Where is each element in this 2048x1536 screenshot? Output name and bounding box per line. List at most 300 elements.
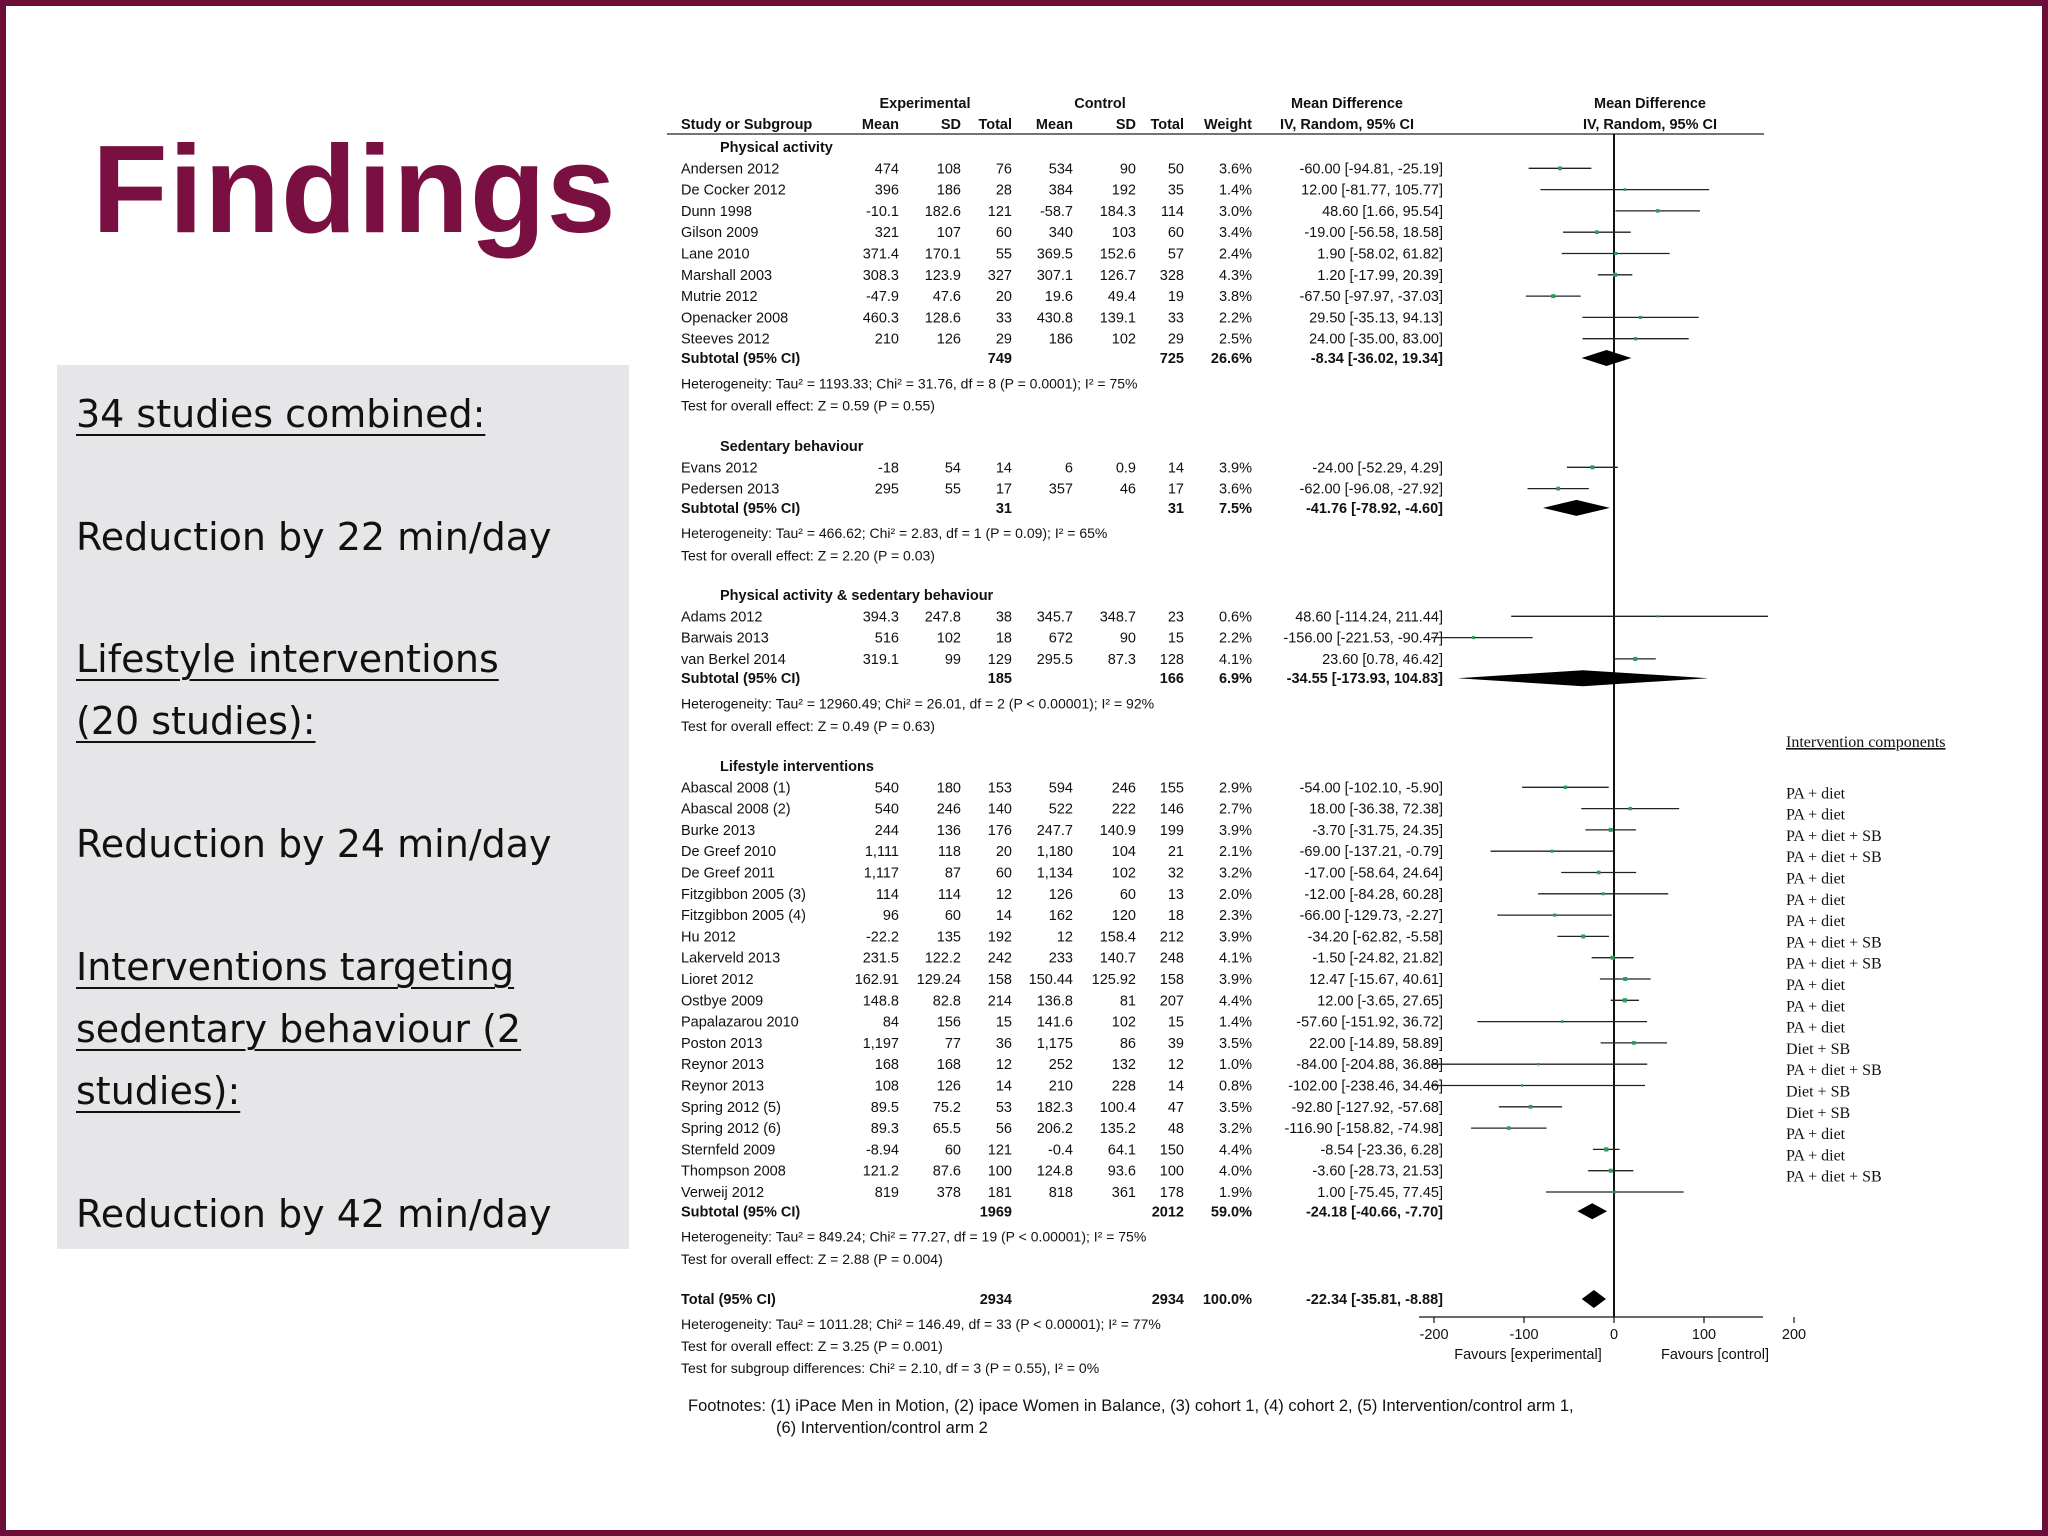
group-2-study-2-point <box>1556 487 1560 491</box>
group-1-study-9-exp-total: 29 <box>995 331 1012 348</box>
group-1-subtotal-ctrl-total: 725 <box>1159 351 1184 367</box>
group-1-study-6-exp-sd: 123.9 <box>924 267 961 284</box>
group-4-study-4-ctrl-mean: 1,180 <box>1036 844 1073 861</box>
group-4-study-20-ctrl-total: 178 <box>1159 1185 1184 1201</box>
group-4-study-15-ctrl-mean: 210 <box>1048 1078 1073 1095</box>
group-4-study-11-point <box>1623 998 1627 1002</box>
group-1-study-4-exp-sd: 107 <box>936 225 961 242</box>
group-4-study-7-point <box>1553 914 1556 917</box>
group-4-study-14-weight: 1.0% <box>1218 1057 1252 1074</box>
group-4-study-8-ci: -34.20 [-62.82, -5.58] <box>1307 929 1443 946</box>
group-4-study-10-exp-sd: 129.24 <box>916 972 961 988</box>
group-4-study-10-ctrl-sd: 125.92 <box>1091 972 1136 988</box>
group-4-study-9-ci: -1.50 [-24.82, 21.82] <box>1312 950 1443 967</box>
group-4-study-6-ctrl-total: 13 <box>1167 886 1184 903</box>
group-1-study-7-exp-mean: -47.9 <box>865 289 899 306</box>
summary-heading-lifestyle-2: (20 studies): <box>76 699 316 743</box>
group-1-study-5-point <box>1614 252 1617 255</box>
group-4-study-9-exp-mean: 231.5 <box>862 950 899 967</box>
group-4-study-1-weight: 2.9% <box>1218 780 1252 797</box>
group-2-study-1-ctrl-sd: 0.9 <box>1115 460 1136 477</box>
group-1-study-7-ci: -67.50 [-97.97, -37.03] <box>1299 289 1443 306</box>
summary-heading-sedentary-2: sedentary behaviour (2 <box>76 1007 522 1051</box>
group-4-study-13-exp-sd: 77 <box>944 1035 961 1052</box>
summary-heading-all: 34 studies combined: <box>76 392 486 436</box>
group-4-study-14-label: Reynor 2013 <box>681 1057 765 1074</box>
group-4-study-18-exp-mean: -8.94 <box>865 1142 899 1159</box>
group-1-study-6-exp-mean: 308.3 <box>862 267 899 284</box>
group-4-study-1-point <box>1564 786 1567 789</box>
weight-header: Weight <box>1203 117 1252 133</box>
group-1-study-9-ctrl-sd: 102 <box>1111 331 1136 348</box>
group-2-study-2-ctrl-mean: 357 <box>1048 481 1073 498</box>
group-4-subtotal-exp-total: 1969 <box>979 1204 1012 1221</box>
group-3-heading: Physical activity & sedentary behaviour <box>720 588 994 604</box>
group-3-study-2-ctrl-sd: 90 <box>1119 630 1136 647</box>
group-1-heading: Physical activity <box>720 140 833 156</box>
group-1-study-4-ctrl-total: 60 <box>1167 225 1184 242</box>
group-4-study-9-ctrl-total: 248 <box>1159 950 1184 967</box>
group-3-subtotal-exp-total: 185 <box>987 671 1012 688</box>
summary-result-lifestyle: Reduction by 24 min/day <box>76 822 552 866</box>
group-4-study-1-label: Abascal 2008 (1) <box>681 780 791 797</box>
mean-difference-header: Mean Difference <box>1290 96 1404 112</box>
group-4-study-10-exp-total: 158 <box>987 972 1012 988</box>
group-4-study-12-ctrl-mean: 141.6 <box>1036 1014 1073 1031</box>
group-1-study-4-weight: 3.4% <box>1218 225 1252 242</box>
summary-result-all: Reduction by 22 min/day <box>76 515 552 559</box>
total-exp-total: 2934 <box>979 1292 1012 1308</box>
plot-ci-header: IV, Random, 95% CI <box>1582 117 1718 133</box>
group-3-study-1-weight: 0.6% <box>1218 609 1252 626</box>
group-4-study-5-ctrl-sd: 102 <box>1111 865 1136 882</box>
group-2-study-1-ctrl-total: 14 <box>1167 460 1184 477</box>
group-3-study-1-label: Adams 2012 <box>681 609 763 626</box>
group-4-overall-effect: Test for overall effect: Z = 2.88 (P = 0.004) <box>681 1250 943 1267</box>
group-2-subtotal-ctrl-total: 31 <box>1167 500 1184 517</box>
group-4-study-9-exp-total: 242 <box>987 950 1012 967</box>
group-2-study-2-ctrl-sd: 46 <box>1119 481 1136 498</box>
total-ci: -22.34 [-35.81, -8.88] <box>1305 1292 1443 1308</box>
group-4-study-5-weight: 3.2% <box>1218 865 1252 882</box>
group-4-study-15-ctrl-sd: 228 <box>1111 1078 1136 1095</box>
group-4-study-18-weight: 4.4% <box>1218 1142 1252 1159</box>
total-diamond <box>1582 1290 1606 1308</box>
group-4-study-4-ci: -69.00 [-137.21, -0.79] <box>1299 844 1443 861</box>
group-2-study-1-exp-sd: 54 <box>944 460 961 477</box>
group-4-study-19-ctrl-total: 100 <box>1159 1163 1184 1180</box>
group-1-study-2-ctrl-sd: 192 <box>1111 182 1136 199</box>
x-tick-label-2: -100 <box>1509 1327 1539 1343</box>
group-1-heterogeneity: Heterogeneity: Tau² = 1193.33; Chi² = 31.76, df = 8 (P = 0.0001); I² = 75% <box>681 375 1138 392</box>
group-4-study-17-ctrl-mean: 206.2 <box>1036 1121 1073 1138</box>
group-4-study-17-exp-total: 56 <box>995 1121 1012 1138</box>
group-1-study-7-ctrl-mean: 19.6 <box>1044 289 1073 306</box>
group-4-study-18-point <box>1604 1147 1608 1151</box>
group-1-study-9-exp-mean: 210 <box>874 331 899 348</box>
group-1-study-1-ctrl-total: 50 <box>1167 161 1184 178</box>
group-4-study-1-exp-mean: 540 <box>874 780 899 797</box>
group-1-study-4-ci: -19.00 [-56.58, 18.58] <box>1304 225 1443 242</box>
group-1-study-2-exp-sd: 186 <box>936 182 961 199</box>
group-4-study-20-exp-mean: 819 <box>874 1185 899 1201</box>
group-4-study-3-point <box>1609 828 1613 832</box>
group-4-study-16-ctrl-total: 47 <box>1167 1099 1184 1116</box>
group-4-study-5-ci: -17.00 [-58.64, 24.64] <box>1304 865 1443 882</box>
group-1-study-4-ctrl-mean: 340 <box>1048 225 1073 242</box>
group-2-study-2-ctrl-total: 17 <box>1167 481 1184 498</box>
group-4-component-9: PA + diet + SB <box>1786 955 1882 973</box>
group-1-study-1-exp-sd: 108 <box>936 161 961 178</box>
group-4-study-11-exp-mean: 148.8 <box>862 993 899 1010</box>
group-1-study-8-ctrl-mean: 430.8 <box>1036 310 1073 327</box>
group-3-subtotal-ci: -34.55 [-173.93, 104.83] <box>1286 671 1443 688</box>
group-4-study-5-exp-total: 60 <box>995 865 1012 882</box>
group-4-study-16-weight: 3.5% <box>1218 1099 1252 1116</box>
group-4-study-19-weight: 4.0% <box>1218 1163 1252 1180</box>
group-4-study-16-ctrl-mean: 182.3 <box>1036 1099 1073 1116</box>
group-1-study-5-exp-total: 55 <box>995 246 1012 263</box>
group-3-study-1-exp-total: 38 <box>995 609 1012 626</box>
group-4-study-2-ctrl-mean: 522 <box>1048 801 1073 818</box>
group-4-study-1-ctrl-total: 155 <box>1159 780 1184 797</box>
group-1-subtotal-weight: 26.6% <box>1210 351 1252 367</box>
group-1-study-7-exp-sd: 47.6 <box>932 289 961 306</box>
group-4-study-1-exp-total: 153 <box>987 780 1012 797</box>
group-4-study-18-ctrl-mean: -0.4 <box>1048 1142 1073 1159</box>
group-4-study-10-weight: 3.9% <box>1218 972 1252 988</box>
group-4-study-8-ctrl-mean: 12 <box>1056 929 1073 946</box>
group-3-subtotal-diamond <box>1457 670 1708 686</box>
group-4-study-10-point <box>1623 977 1627 981</box>
experimental-header: Experimental <box>879 96 971 112</box>
group-4-study-10-ctrl-total: 158 <box>1159 972 1184 988</box>
group-4-study-20-weight: 1.9% <box>1218 1185 1252 1201</box>
group-4-study-19-ctrl-mean: 124.8 <box>1036 1163 1073 1180</box>
group-1-study-8-ci: 29.50 [-35.13, 94.13] <box>1309 310 1443 327</box>
group-4-component-12: PA + diet <box>1786 1019 1846 1037</box>
group-4-study-9-exp-sd: 122.2 <box>924 950 961 967</box>
total-label: Total (95% CI) <box>681 1292 776 1308</box>
group-3-study-1-ctrl-mean: 345.7 <box>1036 609 1073 626</box>
group-4-study-17-exp-mean: 89.3 <box>870 1121 899 1138</box>
group-4-study-9-weight: 4.1% <box>1218 950 1252 967</box>
group-4-study-19-ctrl-sd: 93.6 <box>1107 1163 1136 1180</box>
group-4-study-6-label: Fitzgibbon 2005 (3) <box>681 886 806 903</box>
group-1-study-4-point <box>1595 230 1599 234</box>
group-4-study-6-point <box>1602 892 1605 895</box>
group-4-study-3-ctrl-mean: 247.7 <box>1036 822 1073 839</box>
group-2-study-2-label: Pedersen 2013 <box>681 481 780 498</box>
group-4-study-4-exp-total: 20 <box>995 844 1012 861</box>
group-4-study-11-weight: 4.4% <box>1218 993 1252 1010</box>
group-1-study-7-exp-total: 20 <box>995 289 1012 306</box>
group-4-study-4-exp-sd: 118 <box>937 844 961 861</box>
group-4-component-1: PA + diet <box>1786 785 1846 803</box>
group-3-study-1-exp-sd: 247.8 <box>924 609 961 626</box>
group-3-study-2-exp-total: 18 <box>995 630 1012 647</box>
group-1-study-7-label: Mutrie 2012 <box>681 289 758 306</box>
group-4-study-18-exp-sd: 60 <box>944 1142 961 1159</box>
group-3-study-3-ctrl-total: 128 <box>1159 651 1184 668</box>
group-4-study-7-exp-total: 14 <box>995 908 1012 925</box>
group-4-study-17-ctrl-total: 48 <box>1167 1121 1184 1138</box>
group-4-study-20-ctrl-sd: 361 <box>1111 1185 1136 1201</box>
group-4-study-7-ctrl-total: 18 <box>1167 908 1184 925</box>
group-1-study-8-ctrl-total: 33 <box>1167 310 1184 327</box>
group-1-study-8-label: Openacker 2008 <box>681 310 789 327</box>
group-4-study-17-weight: 3.2% <box>1218 1121 1252 1138</box>
group-2-study-1-weight: 3.9% <box>1218 460 1252 477</box>
group-4-study-14-exp-total: 12 <box>995 1057 1012 1074</box>
group-4-study-7-ci: -66.00 [-129.73, -2.27] <box>1299 908 1443 925</box>
group-4-study-2-ci: 18.00 [-36.38, 72.38] <box>1309 801 1443 818</box>
group-1-study-6-ctrl-sd: 126.7 <box>1099 267 1136 284</box>
group-4-study-13-exp-total: 36 <box>995 1035 1012 1052</box>
summary-heading-sedentary-3: studies): <box>76 1069 241 1113</box>
group-1-study-2-exp-total: 28 <box>995 182 1012 199</box>
group-4-study-19-ci: -3.60 [-28.73, 21.53] <box>1312 1163 1443 1180</box>
group-2-subtotal-exp-total: 31 <box>995 500 1012 517</box>
group-2-study-2-exp-total: 17 <box>995 481 1012 498</box>
group-1-study-6-ctrl-total: 328 <box>1159 267 1184 284</box>
group-4-study-8-exp-sd: 135 <box>936 929 961 946</box>
group-4-study-16-exp-mean: 89.5 <box>870 1099 899 1116</box>
group-4-study-18-label: Sternfeld 2009 <box>681 1142 776 1159</box>
group-1-study-7-point <box>1551 294 1555 298</box>
group-4-study-6-ctrl-mean: 126 <box>1048 886 1073 903</box>
group-1-study-8-point <box>1639 316 1642 319</box>
group-4-study-2-ctrl-sd: 222 <box>1111 801 1136 818</box>
x-tick-label-5: 200 <box>1781 1327 1807 1343</box>
group-3-study-2-point <box>1472 636 1475 639</box>
group-1-study-5-ci: 1.90 [-58.02, 61.82] <box>1317 246 1443 263</box>
group-4-study-19-point <box>1609 1169 1613 1173</box>
group-4-study-17-ci: -116.90 [-158.82, -74.98] <box>1284 1121 1443 1138</box>
group-4-component-19: PA + diet + SB <box>1786 1168 1882 1186</box>
group-4-study-3-label: Burke 2013 <box>681 822 756 839</box>
group-1-study-7-ctrl-sd: 49.4 <box>1107 289 1136 306</box>
group-1-study-8-exp-total: 33 <box>995 310 1012 327</box>
group-3-study-3-ci: 23.60 [0.78, 46.42] <box>1322 651 1443 668</box>
group-4-component-15: Diet + SB <box>1786 1083 1851 1101</box>
components-header: Intervention components <box>1786 734 1946 751</box>
group-4-subtotal-label: Subtotal (95% CI) <box>681 1204 801 1221</box>
group-4-study-13-exp-mean: 1,197 <box>862 1035 899 1052</box>
group-1-study-9-exp-sd: 126 <box>936 331 961 348</box>
group-4-study-19-exp-sd: 87.6 <box>932 1163 961 1180</box>
group-2-subtotal-ci: -41.76 [-78.92, -4.60] <box>1305 500 1443 517</box>
group-1-study-5-ctrl-total: 57 <box>1167 246 1184 263</box>
group-1-study-6-label: Marshall 2003 <box>681 267 773 284</box>
group-4-study-15-exp-sd: 126 <box>936 1078 961 1095</box>
group-3-study-2-label: Barwais 2013 <box>681 630 769 647</box>
group-1-study-3-exp-total: 121 <box>987 203 1012 220</box>
group-1-study-7-weight: 3.8% <box>1218 289 1252 306</box>
group-3-study-2-exp-mean: 516 <box>874 630 899 647</box>
group-4-study-15-weight: 0.8% <box>1218 1078 1252 1095</box>
group-4-study-4-weight: 2.1% <box>1218 844 1252 861</box>
group-4-study-3-ctrl-total: 199 <box>1159 822 1184 839</box>
group-2-study-2-weight: 3.6% <box>1218 481 1252 498</box>
group-3-study-3-exp-mean: 319.1 <box>862 651 899 668</box>
group-4-study-14-ctrl-mean: 252 <box>1048 1057 1073 1074</box>
group-4-study-12-ctrl-total: 15 <box>1167 1014 1184 1031</box>
group-4-study-2-exp-mean: 540 <box>874 801 899 818</box>
group-4-study-1-exp-sd: 180 <box>936 780 961 797</box>
group-4-study-9-ctrl-mean: 233 <box>1048 950 1073 967</box>
group-4-study-6-weight: 2.0% <box>1218 886 1252 903</box>
group-4-study-15-ctrl-total: 14 <box>1167 1078 1184 1095</box>
group-4-study-11-ci: 12.00 [-3.65, 27.65] <box>1317 993 1443 1010</box>
group-1-study-3-exp-sd: 182.6 <box>924 203 961 220</box>
group-2-study-1-ctrl-mean: 6 <box>1064 460 1073 477</box>
group-1-study-6-ctrl-mean: 307.1 <box>1036 267 1073 284</box>
group-4-study-14-exp-mean: 168 <box>874 1057 899 1074</box>
group-1-overall-effect: Test for overall effect: Z = 0.59 (P = 0.55) <box>681 397 935 414</box>
group-4-study-2-label: Abascal 2008 (2) <box>681 801 791 818</box>
group-2-heading: Sedentary behaviour <box>720 439 864 455</box>
group-4-study-19-exp-total: 100 <box>987 1163 1012 1180</box>
group-1-study-8-exp-mean: 460.3 <box>862 310 899 327</box>
group-4-study-15-label: Reynor 2013 <box>681 1078 765 1095</box>
group-3-study-2-ctrl-total: 15 <box>1167 630 1184 647</box>
group-4-subtotal-ci: -24.18 [-40.66, -7.70] <box>1305 1204 1443 1221</box>
group-4-study-20-exp-sd: 378 <box>936 1185 961 1201</box>
group-4-study-11-ctrl-mean: 136.8 <box>1036 993 1073 1010</box>
exp-mean-header: Mean <box>861 117 899 133</box>
group-4-study-8-exp-total: 192 <box>987 929 1012 946</box>
group-4-study-11-label: Ostbye 2009 <box>681 993 764 1010</box>
group-4-study-15-point <box>1521 1084 1523 1086</box>
group-4-study-4-ctrl-total: 21 <box>1167 844 1184 861</box>
group-2-study-1-point <box>1590 465 1594 469</box>
group-4-study-14-ci: -84.00 [-204.88, 36.88] <box>1296 1057 1443 1074</box>
group-3-study-1-ctrl-total: 23 <box>1167 609 1184 626</box>
group-4-study-3-weight: 3.9% <box>1218 822 1252 839</box>
group-4-study-8-label: Hu 2012 <box>681 929 736 946</box>
group-1-study-8-weight: 2.2% <box>1218 310 1252 327</box>
group-4-study-12-label: Papalazarou 2010 <box>681 1014 799 1031</box>
group-4-component-16: Diet + SB <box>1786 1104 1851 1122</box>
group-4-study-5-point <box>1597 871 1601 875</box>
group-2-study-2-exp-mean: 295 <box>874 481 899 498</box>
group-4-study-9-point <box>1611 956 1615 960</box>
plot-mean-difference-header: Mean Difference <box>1593 96 1707 112</box>
group-4-study-18-ci: -8.54 [-23.36, 6.28] <box>1320 1142 1443 1159</box>
group-4-study-1-ctrl-sd: 246 <box>1111 780 1136 797</box>
group-4-study-1-ctrl-mean: 594 <box>1048 780 1073 797</box>
group-1-study-6-point <box>1613 273 1617 277</box>
group-4-study-11-ctrl-total: 207 <box>1159 993 1184 1010</box>
group-4-component-10: PA + diet <box>1786 977 1846 994</box>
group-4-subtotal-ctrl-total: 2012 <box>1151 1204 1184 1221</box>
group-4-study-6-ctrl-sd: 60 <box>1119 886 1136 903</box>
group-4-study-12-exp-mean: 84 <box>882 1014 899 1031</box>
group-4-study-1-ci: -54.00 [-102.10, -5.90] <box>1299 780 1443 797</box>
group-4-study-2-ctrl-total: 146 <box>1159 801 1184 818</box>
group-4-study-2-weight: 2.7% <box>1218 801 1252 818</box>
group-4-study-4-exp-mean: 1,111 <box>864 844 899 861</box>
group-1-subtotal-label: Subtotal (95% CI) <box>681 351 801 367</box>
group-3-study-2-exp-sd: 102 <box>936 630 961 647</box>
x-label-right: Favours [control] <box>1661 1347 1769 1363</box>
group-1-study-2-exp-mean: 396 <box>874 182 899 199</box>
group-1-study-1-point <box>1558 166 1562 170</box>
group-1-study-9-ci: 24.00 [-35.00, 83.00] <box>1309 331 1443 348</box>
group-4-subtotal-diamond <box>1577 1203 1607 1219</box>
group-4-study-11-exp-sd: 82.8 <box>932 993 961 1010</box>
group-4-study-15-exp-total: 14 <box>995 1078 1012 1095</box>
group-4-study-12-exp-sd: 156 <box>936 1014 961 1031</box>
group-4-study-8-exp-mean: -22.2 <box>865 929 899 946</box>
group-4-study-8-weight: 3.9% <box>1218 929 1252 946</box>
group-4-component-17: PA + diet <box>1786 1126 1846 1144</box>
group-4-study-5-label: De Greef 2011 <box>681 865 776 882</box>
group-4-study-17-ctrl-sd: 135.2 <box>1099 1121 1136 1138</box>
group-3-subtotal-weight: 6.9% <box>1218 671 1252 688</box>
slide-title: Findings <box>92 121 617 259</box>
group-4-component-3: PA + diet + SB <box>1786 827 1882 845</box>
group-1-study-1-ctrl-mean: 534 <box>1048 161 1073 178</box>
summary-heading-lifestyle-1: Lifestyle interventions <box>76 637 499 681</box>
group-1-study-2-point <box>1623 188 1626 191</box>
group-4-heterogeneity: Heterogeneity: Tau² = 849.24; Chi² = 77.27, df = 19 (P < 0.00001); I² = 75% <box>681 1228 1147 1245</box>
group-3-subtotal-ctrl-total: 166 <box>1159 671 1184 688</box>
group-3-overall-effect: Test for overall effect: Z = 0.49 (P = 0.63) <box>681 717 935 734</box>
group-3-study-3-exp-total: 129 <box>987 651 1012 668</box>
group-4-study-17-point <box>1507 1126 1511 1130</box>
group-4-study-20-point <box>1613 1191 1616 1194</box>
group-1-study-5-ctrl-mean: 369.5 <box>1036 246 1073 263</box>
group-1-study-3-exp-mean: -10.1 <box>865 203 899 220</box>
ctrl-mean-header: Mean <box>1035 117 1073 133</box>
total-ctrl-total: 2934 <box>1151 1292 1184 1308</box>
group-1-study-9-label: Steeves 2012 <box>681 331 770 348</box>
group-4-study-20-ci: 1.00 [-75.45, 77.45] <box>1317 1185 1443 1201</box>
group-4-study-7-exp-sd: 60 <box>944 908 961 925</box>
group-4-study-9-label: Lakerveld 2013 <box>681 950 781 967</box>
group-2-heterogeneity: Heterogeneity: Tau² = 466.62; Chi² = 2.83, df = 1 (P = 0.09); I² = 65% <box>681 525 1108 542</box>
group-1-subtotal-diamond <box>1582 350 1632 366</box>
group-4-component-13: Diet + SB <box>1786 1040 1851 1058</box>
group-1-study-2-label: De Cocker 2012 <box>681 182 786 199</box>
group-3-study-1-point <box>1657 615 1659 617</box>
group-4-component-2: PA + diet <box>1786 806 1846 824</box>
summary-heading-sedentary-1: Interventions targeting <box>76 945 515 989</box>
group-4-study-12-ctrl-sd: 102 <box>1111 1014 1136 1031</box>
footnote-line-2: (6) Intervention/control arm 2 <box>776 1419 988 1437</box>
group-4-study-4-label: De Greef 2010 <box>681 844 777 861</box>
group-4-study-16-label: Spring 2012 (5) <box>681 1099 781 1116</box>
group-3-subtotal-label: Subtotal (95% CI) <box>681 671 801 688</box>
group-4-study-13-ci: 22.00 [-14.89, 58.89] <box>1309 1035 1443 1052</box>
group-4-study-14-exp-sd: 168 <box>936 1057 961 1074</box>
group-4-study-7-ctrl-mean: 162 <box>1048 908 1073 925</box>
group-4-study-17-exp-sd: 65.5 <box>932 1121 961 1138</box>
ctrl-total-header: Total <box>1150 117 1184 133</box>
group-4-study-20-exp-total: 181 <box>987 1185 1012 1201</box>
group-4-study-11-exp-total: 214 <box>987 993 1012 1010</box>
group-1-study-5-exp-mean: 371.4 <box>862 246 899 263</box>
group-1-study-1-exp-total: 76 <box>995 161 1012 178</box>
group-4-study-8-ctrl-total: 212 <box>1159 929 1184 946</box>
group-2-overall-effect: Test for overall effect: Z = 2.20 (P = 0.03) <box>681 547 935 564</box>
group-1-study-3-weight: 3.0% <box>1218 203 1252 220</box>
study-column-header: Study or Subgroup <box>681 117 813 133</box>
group-3-study-2-ci: -156.00 [-221.53, -90.47] <box>1283 630 1443 647</box>
group-1-study-2-ci: 12.00 [-81.77, 105.77] <box>1301 182 1443 199</box>
